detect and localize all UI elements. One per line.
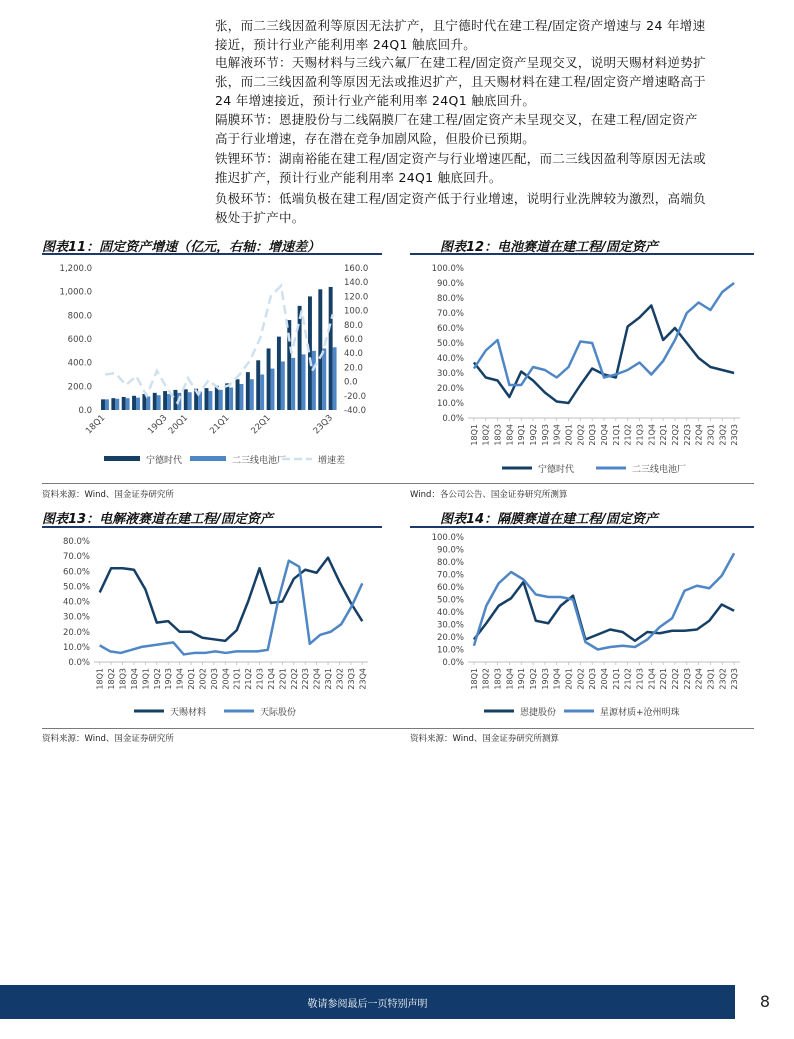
figure-source: Wind：各公司公告、国金证券研究所测算	[410, 490, 568, 500]
y2-tick-label: -20.0	[344, 391, 366, 402]
paragraph-line: 张，而二三线因盈利等原因无法或推迟扩产，且天赐材料在建工程/固定资产增速略高于	[215, 74, 706, 89]
bar-catl	[101, 399, 105, 410]
y-tick-label: 70.0%	[436, 570, 464, 581]
y2-tick-label: 0.0	[344, 377, 358, 388]
bar-tier2	[312, 351, 316, 410]
figure-title-rule	[410, 526, 754, 528]
x-tick-label: 19Q2	[152, 668, 162, 690]
x-tick-label: 23Q1	[324, 668, 334, 690]
paragraph-line: 24 年增速接近，预计行业产能利用率 24Q1 触底回升。	[215, 93, 536, 108]
bar-tier2	[333, 347, 337, 410]
figure-title-rule	[42, 253, 382, 255]
y-tick-label: 20.0%	[436, 633, 464, 643]
y-tick-label: 30.0%	[62, 612, 90, 623]
series-line-2	[100, 561, 363, 655]
x-tick-label: 21Q4	[647, 668, 657, 690]
y-tick-label: 80.0%	[436, 558, 464, 568]
y-tick-label: 800.0	[67, 311, 92, 322]
x-tick-label: 23Q1	[706, 668, 716, 690]
x-tick-label: 21Q2	[244, 668, 254, 690]
figure-title: 图表12：电池赛道在建工程/固定资产	[440, 240, 658, 255]
bar-tier2	[126, 398, 130, 410]
x-tick-label: 23Q2	[718, 424, 728, 446]
paragraph-line: 高于行业增速，存在潜在竞争加剧风险，但股价已预期。	[215, 131, 536, 146]
chart-fixed-asset-growth	[42, 258, 382, 480]
x-tick-label: 21Q2	[623, 424, 633, 446]
figure-title: 图表14：隔膜赛道在建工程/固定资产	[440, 512, 658, 527]
legend-label: 天际股份	[260, 708, 297, 718]
y2-tick-label: 140.0	[344, 278, 369, 289]
bar-tier2	[239, 384, 243, 410]
bar-tier2	[188, 392, 192, 410]
x-tick-label: 22Q4	[694, 668, 704, 690]
legend-label: 二三线电池厂	[632, 465, 687, 475]
x-tick-label: 23Q2	[335, 668, 345, 690]
x-tick-label: 19Q3	[164, 668, 174, 690]
y-tick-label: 10.0%	[436, 645, 464, 656]
y-tick-label: 1,000.0	[59, 287, 92, 298]
x-tick-label: 19Q4	[552, 668, 562, 690]
body-paragraph	[215, 189, 755, 227]
figure-title-rule	[410, 253, 754, 255]
bar-catl	[246, 372, 250, 410]
x-tick-label: 21Q3	[635, 424, 645, 446]
x-tick-label: 20Q1	[166, 413, 191, 437]
x-tick-label: 18Q1	[469, 424, 479, 446]
y-tick-label: 20.0%	[436, 384, 464, 394]
paragraph-line: 隔膜环节：恩捷股份与二线隔膜厂在建工程/固定资产未呈现交叉，在建工程/固定资产	[215, 112, 698, 127]
x-tick-label: 19Q1	[517, 424, 527, 446]
x-tick-label: 21Q4	[647, 424, 657, 446]
x-tick-label: 19Q2	[529, 424, 539, 446]
y-tick-label: 60.0%	[436, 324, 464, 334]
x-tick-label: 22Q3	[682, 668, 692, 690]
series-line-1	[474, 582, 734, 641]
x-tick-label: 20Q1	[564, 424, 574, 446]
y-tick-label: 0.0	[78, 406, 92, 416]
x-tick-label: 20Q1	[564, 668, 574, 690]
bar-catl	[153, 393, 157, 410]
bar-tier2	[146, 396, 150, 410]
chart-separator-cip-ratio	[410, 531, 754, 723]
bar-catl	[236, 379, 240, 410]
figure-source: 资料来源：Wind、国金证券研究所	[42, 490, 174, 500]
x-tick-label: 19Q2	[529, 668, 539, 690]
body-paragraph	[215, 16, 755, 54]
x-tick-label: 18Q3	[493, 668, 503, 690]
paragraph-line: 电解液环节：天赐材料与三线六氟厂在建工程/固定资产呈现交叉，说明天赐材料逆势扩	[215, 55, 706, 70]
x-tick-label: 20Q1	[187, 668, 197, 690]
series-line-1	[100, 558, 363, 641]
y-tick-label: 200.0	[67, 382, 92, 393]
x-tick-label: 19Q1	[517, 668, 527, 690]
y2-tick-label: -40.0	[344, 406, 366, 416]
y-tick-label: 70.0%	[436, 309, 464, 319]
x-tick-label: 18Q1	[469, 668, 479, 690]
y-tick-label: 80.0%	[62, 537, 90, 547]
x-tick-label: 21Q3	[255, 668, 265, 690]
bar-catl	[173, 390, 177, 410]
y-tick-label: 90.0%	[436, 545, 464, 556]
x-tick-label: 21Q2	[623, 668, 633, 690]
series-line-1	[474, 306, 734, 404]
x-tick-label: 20Q3	[209, 668, 219, 690]
legend-label: 宁德时代	[146, 456, 183, 466]
y-tick-label: 30.0%	[436, 620, 464, 631]
body-paragraph	[215, 53, 755, 110]
x-tick-label: 19Q1	[141, 668, 151, 690]
y-tick-label: 100.0%	[431, 533, 464, 543]
bar-tier2	[322, 348, 326, 410]
bar-catl	[122, 397, 126, 410]
y2-tick-label: 80.0	[344, 320, 363, 331]
x-tick-label: 22Q3	[301, 668, 311, 690]
y-tick-label: 30.0%	[436, 369, 464, 379]
bar-tier2	[271, 369, 275, 410]
y-tick-label: 10.0%	[62, 642, 90, 653]
bar-catl	[205, 388, 209, 410]
figure-title: 图表13：电解液赛道在建工程/固定资产	[42, 512, 273, 527]
y-tick-label: 0.0%	[68, 658, 90, 668]
x-tick-label: 18Q4	[129, 668, 139, 690]
x-tick-label: 21Q3	[635, 668, 645, 690]
bar-catl	[329, 287, 333, 410]
series-line-2	[474, 283, 734, 385]
bar-tier2	[219, 390, 223, 410]
y2-tick-label: 160.0	[344, 264, 369, 274]
bar-catl	[256, 360, 260, 410]
paragraph-line: 推迟扩产，预计行业产能利用率 24Q1 触底回升。	[215, 170, 502, 185]
bar-tier2	[229, 388, 233, 410]
x-tick-label: 18Q3	[118, 668, 128, 690]
legend-swatch-catl	[104, 456, 140, 461]
legend-label: 天赐材料	[170, 708, 207, 718]
body-paragraph	[215, 110, 755, 148]
y-tick-label: 60.0%	[436, 583, 464, 593]
bar-catl	[277, 337, 281, 410]
x-tick-label: 22Q2	[289, 668, 299, 690]
bar-catl	[308, 296, 312, 410]
x-tick-label: 23Q3	[730, 668, 740, 690]
x-tick-label: 19Q3	[540, 668, 550, 690]
bar-catl	[318, 289, 322, 410]
x-tick-label: 22Q2	[670, 668, 680, 690]
bar-catl	[267, 348, 271, 410]
paragraph-line: 接近，预计行业产能利用率 24Q1 触底回升。	[215, 37, 477, 52]
y-tick-label: 100.0%	[431, 264, 464, 274]
bar-tier2	[136, 398, 140, 410]
y2-tick-label: 100.0	[344, 306, 369, 317]
x-tick-label: 18Q2	[107, 668, 117, 690]
y-tick-label: 40.0%	[436, 354, 464, 364]
x-tick-label: 20Q3	[588, 668, 598, 690]
bar-tier2	[302, 354, 306, 410]
y-tick-label: 20.0%	[62, 627, 90, 638]
x-tick-label: 21Q1	[611, 424, 621, 446]
y-tick-label: 1,200.0	[59, 264, 92, 274]
x-tick-label: 20Q4	[600, 668, 609, 690]
x-tick-label: 22Q4	[312, 668, 322, 690]
bar-catl	[132, 396, 136, 410]
y-tick-label: 90.0%	[436, 279, 464, 289]
bar-tier2	[115, 399, 119, 410]
x-tick-label: 20Q4	[221, 668, 231, 690]
bar-tier2	[157, 395, 161, 410]
x-tick-label: 23Q4	[358, 668, 368, 690]
y2-tick-label: 120.0	[344, 292, 369, 303]
y2-tick-label: 40.0	[344, 349, 363, 360]
x-tick-label: 18Q2	[481, 424, 491, 446]
legend-label: 增速差	[318, 456, 346, 466]
x-tick-label: 20Q2	[198, 668, 208, 690]
x-tick-label: 20Q2	[576, 668, 586, 690]
x-tick-label: 23Q3	[346, 668, 356, 690]
series-line-2	[474, 553, 734, 649]
x-tick-label: 19Q3	[146, 413, 170, 437]
y-tick-label: 60.0%	[62, 567, 90, 578]
bar-tier2	[260, 375, 264, 411]
x-tick-label: 21Q1	[611, 668, 621, 690]
x-tick-label: 22Q2	[670, 424, 680, 446]
x-tick-label: 19Q4	[175, 668, 185, 690]
figure-title-rule	[42, 526, 382, 528]
y-tick-label: 0.0%	[442, 414, 464, 424]
y2-tick-label: 20.0	[344, 363, 363, 374]
x-tick-label: 23Q2	[718, 668, 728, 690]
bar-catl	[111, 398, 115, 410]
y-tick-label: 40.0%	[436, 608, 464, 618]
paragraph-line: 张，而二三线因盈利等原因无法扩产，且宁德时代在建工程/固定资产增速与 24 年增速	[215, 18, 706, 33]
x-tick-label: 22Q4	[694, 424, 704, 446]
x-tick-label: 23Q3	[311, 413, 335, 437]
bar-tier2	[105, 399, 109, 410]
x-tick-label: 18Q3	[493, 424, 503, 446]
y-tick-label: 70.0%	[62, 552, 90, 563]
legend-swatch-tier2	[190, 456, 226, 461]
chart-electrolyte-cip-ratio	[42, 531, 382, 723]
footer-disclaimer[interactable]: 敬请参阅最后一页特别声明	[307, 999, 428, 1010]
y-tick-label: 10.0%	[436, 399, 464, 409]
x-tick-label: 19Q3	[540, 424, 550, 446]
legend-label: 二三线电池厂	[232, 456, 287, 466]
x-tick-label: 22Q1	[659, 668, 669, 690]
page-number: 8	[759, 992, 771, 1011]
x-tick-label: 20Q2	[576, 424, 586, 446]
x-tick-label: 20Q4	[600, 424, 609, 446]
y-tick-label: 50.0%	[62, 582, 90, 593]
y-tick-label: 400.0	[67, 358, 92, 369]
bar-tier2	[281, 361, 285, 410]
x-tick-label: 18Q1	[84, 413, 108, 437]
body-paragraph	[215, 149, 755, 187]
y-tick-label: 600.0	[67, 335, 92, 345]
x-tick-label: 21Q1	[208, 413, 232, 437]
x-tick-label: 19Q4	[552, 424, 562, 446]
x-tick-label: 18Q2	[481, 668, 491, 690]
legend-label: 恩捷股份	[520, 708, 557, 718]
x-tick-label: 23Q1	[706, 424, 716, 446]
x-tick-label: 22Q1	[659, 424, 669, 446]
paragraph-line: 极处于扩产中。	[215, 210, 305, 225]
y-tick-label: 0.0%	[442, 658, 464, 668]
y-tick-label: 40.0%	[62, 597, 90, 608]
paragraph-line: 负极环节：低端负极在建工程/固定资产低于行业增速，说明行业洗牌较为激烈，高端负	[215, 191, 706, 206]
legend-label: 宁德时代	[538, 465, 575, 475]
chart-battery-cip-ratio	[410, 258, 754, 480]
bar-catl	[163, 391, 167, 410]
y-tick-label: 50.0%	[436, 339, 464, 349]
bar-tier2	[208, 391, 212, 410]
bar-catl	[184, 389, 188, 410]
x-tick-label: 22Q1	[249, 413, 273, 437]
bar-catl	[298, 306, 302, 410]
x-tick-label: 18Q4	[505, 668, 515, 690]
x-tick-label: 22Q3	[682, 424, 692, 446]
y-tick-label: 50.0%	[436, 595, 464, 606]
y-tick-label: 80.0%	[436, 294, 464, 304]
figure-title: 图表11：固定资产增速（亿元，右轴：增速差）	[42, 240, 321, 255]
paragraph-line: 铁锂环节：湖南裕能在建工程/固定资产与行业增速匹配，而二三线因盈利等原因无法或	[215, 151, 706, 166]
bar-tier2	[291, 358, 295, 410]
x-tick-label: 20Q3	[588, 424, 598, 446]
x-tick-label: 18Q4	[505, 424, 515, 446]
x-tick-label: 21Q4	[266, 668, 276, 690]
bar-tier2	[167, 394, 171, 410]
figure-source: 资料来源：Wind、国金证券研究所	[42, 734, 174, 744]
source-rule	[42, 483, 754, 484]
x-tick-label: 22Q1	[278, 668, 288, 690]
figure-source: 资料来源：Wind、国金证券研究所测算	[410, 734, 559, 744]
source-rule	[42, 728, 754, 729]
x-tick-label: 18Q1	[95, 668, 105, 690]
y2-tick-label: 60.0	[344, 335, 363, 345]
bar-tier2	[250, 379, 254, 410]
x-tick-label: 21Q1	[232, 668, 242, 690]
legend-label: 星源材质+沧州明珠	[600, 708, 680, 718]
x-tick-label: 23Q3	[730, 424, 740, 446]
